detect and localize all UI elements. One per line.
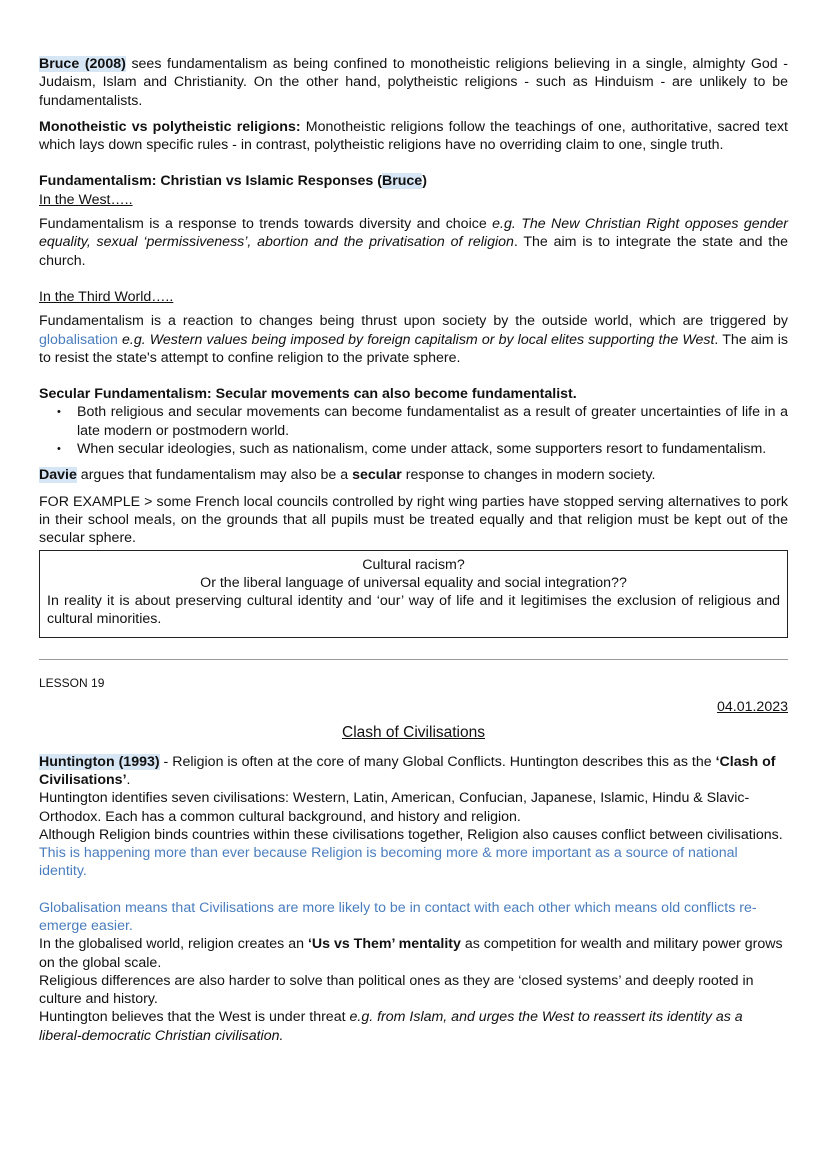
west-paragraph: Fundamentalism is a response to trends towards diversity and choice e.g. The New Christian Right opposes gender equality, sexual ‘permissiveness’, abortion and the privatisation of religion. The aim is to integrate the state and the church. bbox=[39, 216, 788, 269]
cultural-racism-box bbox=[39, 550, 788, 638]
section-divider bbox=[39, 659, 788, 660]
lesson-date: 04.01.2023 bbox=[716, 699, 788, 716]
davie-reference: Davie bbox=[39, 467, 77, 484]
mono-poly-label: Monotheistic vs polytheistic religions: bbox=[39, 118, 301, 135]
box-line: In reality it is about preserving cultural identity and ‘our’ way of life and it legitimises the exclusion of religious and cultural minorities. bbox=[47, 593, 780, 628]
globalisation-link[interactable]: globalisation bbox=[39, 331, 118, 348]
west-under-threat-paragraph: Huntington believes that the West is under threat e.g. from Islam, and urges the West to reassert its identity as a liberal-democratic Christian civilisation. bbox=[39, 1009, 743, 1044]
huntington-paragraph: Huntington (1993) - Religion is often at the core of many Global Conflicts. Huntington describes this as the ‘Clash of Civilisations’. bbox=[39, 753, 776, 788]
box-line: Cultural racism? bbox=[362, 556, 465, 573]
seven-civilisations-paragraph: Huntington identifies seven civilisations: Western, Latin, American, Confucian, Japanese, Islamic, Hindu & Slavic-Orthodox. Each has a common cultural background, and history and religion. bbox=[39, 790, 750, 825]
national-identity-paragraph: This is happening more than ever because Religion is becoming more & more important as a source of national identity. bbox=[39, 845, 738, 880]
religious-differences-paragraph: Religious differences are also harder to solve than political ones as they are ‘closed systems’ and deeply rooted in culture and history. bbox=[39, 972, 754, 1008]
religion-binds-paragraph: Although Religion binds countries within these civilisations together, Religion also causes conflict between civilisations. bbox=[39, 826, 783, 843]
huntington-reference: Huntington (1993) bbox=[39, 753, 160, 770]
example-paragraph: FOR EXAMPLE > some French local councils controlled by right wing parties have stopped serving alternatives to pork in their school meals, on the grounds that all pupils must be treated equally and that religion must be kept out of the secular sphere. bbox=[39, 493, 788, 547]
bruce-paragraph: Bruce (2008) sees fundamentalism as being confined to monotheistic religions believing in a single, almighty God - Judaism, Islam and Christianity. On the other hand, polytheistic religions - such as Hinduism - are unlikely to be fundamentalists. bbox=[39, 56, 789, 109]
list-item: • Both religious and secular movements can become fundamentalist as a result of greater uncertainties of life in a late modern or postmodern world. bbox=[77, 403, 788, 440]
bruce-reference: Bruce (2008) bbox=[39, 56, 126, 72]
box-line: Or the liberal language of universal equality and social integration?? bbox=[200, 574, 627, 591]
lesson-title: Clash of Civilisations bbox=[342, 724, 485, 742]
third-world-paragraph: Fundamentalism is a reaction to changes being thrust upon society by the outside world, which are triggered by globalisation e.g. Western values being imposed by foreign capitalism or by local elites supporting the West. The aim is to resist the state's attempt to confine religion to the private sphere. bbox=[39, 313, 788, 366]
bruce-ref-heading: Bruce bbox=[381, 173, 423, 190]
list-item: • When secular ideologies, such as nationalism, come under attack, some supporters resort to fundamentalism. bbox=[77, 440, 788, 458]
us-vs-them-paragraph: In the globalised world, religion creates an ‘Us vs Them’ mentality as competition for wealth and military power grows on the global scale. bbox=[39, 936, 783, 971]
lesson-label: LESSON 19 bbox=[39, 675, 105, 690]
secular-bullet-list bbox=[39, 403, 788, 458]
mono-poly-paragraph: Monotheistic vs polytheistic religions: Monotheistic religions follow the teachings of one, authoritative, sacred text which lays down specific rules - in contrast, polytheistic religions have no overriding claim to one, single truth. bbox=[39, 118, 788, 154]
fundamentalism-heading: Fundamentalism: Christian vs Islamic Responses (Bruce) bbox=[39, 173, 427, 190]
davie-paragraph: Davie argues that fundamentalism may also be a secular response to changes in modern society. bbox=[39, 467, 656, 484]
third-world-subheading: In the Third World….. bbox=[39, 288, 174, 305]
west-subheading: In the West….. bbox=[39, 191, 133, 208]
globalisation-paragraph: Globalisation means that Civilisations are more likely to be in contact with each other which means old conflicts re-emerge easier. bbox=[39, 899, 757, 934]
secular-heading: Secular Fundamentalism: Secular movements can also become fundamentalist. bbox=[39, 386, 577, 403]
document-page bbox=[39, 55, 788, 1045]
